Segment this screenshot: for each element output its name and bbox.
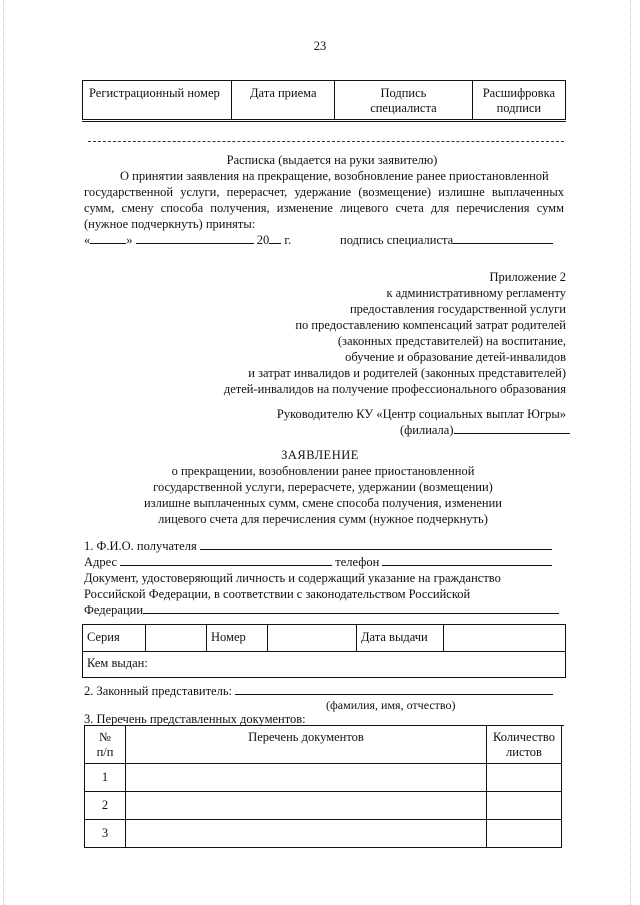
application-subtitle-3: излишне выплаченных сумм, смене способа получения, изменении	[143, 496, 503, 510]
representative-label: 2. Законный представитель:	[84, 684, 232, 698]
documents-table	[84, 725, 562, 848]
table-row	[85, 764, 562, 792]
number-label: Номер	[207, 625, 268, 652]
row-number: 3	[85, 820, 126, 848]
series-field[interactable]	[146, 625, 207, 652]
document-line-1: Документ, удостоверяющий личность и содержащий указание на гражданство	[84, 571, 501, 585]
appendix-line-6: обучение и образование детей-инвалидов	[345, 350, 566, 364]
addressee-line-1: Руководителю КУ «Центр социальных выплат Югры»	[276, 407, 566, 421]
table-row	[85, 820, 562, 848]
address-field[interactable]	[120, 554, 332, 566]
application-subtitle-2: государственной услуги, перерасчете, удержании (возмещении)	[153, 480, 493, 494]
document-name-cell[interactable]	[126, 764, 487, 792]
receipt-line-3: сумм, смену способа получения, изменение лицевого счета для перечисления сумм	[84, 201, 564, 215]
row-number: 1	[85, 764, 126, 792]
row-number: 2	[85, 792, 126, 820]
phone-field[interactable]	[382, 554, 552, 566]
appendix-line-1: Приложение 2	[489, 270, 566, 284]
application-subtitle-4: лицевого счета для перечисления сумм (нужное подчеркнуть)	[158, 512, 488, 526]
application-title: ЗАЯВЛЕНИЕ	[281, 448, 359, 462]
series-label: Серия	[83, 625, 146, 652]
scan-edge-left	[3, 0, 4, 905]
cut-line	[88, 141, 564, 142]
receipt-line-2: государственной услуги, перерасчет, удержание (возмещение) излишне выплаченных	[84, 185, 564, 199]
table-bottom-rule	[82, 121, 566, 122]
signature-decoding-header: Расшифровка подписи	[472, 81, 565, 120]
document-line-3: Федерации	[84, 602, 559, 618]
receipt-line-1: О принятии заявления на прекращение, возобновление ранее приостановленной	[120, 169, 549, 183]
representative-hint: (фамилия, имя, отчество)	[326, 698, 456, 712]
number-field[interactable]	[268, 625, 357, 652]
document-name-cell[interactable]	[126, 820, 487, 848]
appendix-line-4: по предоставлению компенсаций затрат родителей	[295, 318, 566, 332]
address-label: Адрес	[84, 555, 118, 569]
sheet-count-cell[interactable]	[487, 820, 562, 848]
phone-label: телефон	[335, 555, 380, 569]
registration-number-header: Регистрационный номер	[83, 81, 232, 120]
issued-by-label: Кем выдан:	[87, 656, 148, 670]
scan-edge-right	[630, 0, 631, 905]
id-document-table	[82, 624, 566, 678]
issue-date-label: Дата выдачи	[357, 625, 444, 652]
appendix-line-7: и затрат инвалидов и родителей (законных представителей)	[248, 366, 566, 380]
receipt-date-line: « » 20 г.	[84, 233, 292, 247]
citizenship-field[interactable]	[143, 602, 559, 614]
col-num-header: № п/п	[85, 726, 126, 764]
fio-row	[84, 538, 552, 554]
receipt-line-4: (нужное подчеркнуть) приняты:	[84, 217, 256, 231]
table-row	[85, 792, 562, 820]
documents-label: 3. Перечень представленных документов:	[84, 712, 306, 726]
document-line-2: Российской Федерации, в соответствии с законодательством Российской	[84, 587, 471, 601]
receipt-title: Расписка (выдается на руки заявителю)	[226, 153, 438, 167]
representative-row	[84, 683, 553, 699]
address-row	[84, 554, 552, 570]
col-list-header: Перечень документов	[126, 726, 487, 764]
page-number: 23	[313, 39, 327, 53]
col-count-header: Количество листов	[487, 726, 562, 764]
specialist-signature-header: Подпись специалиста	[335, 81, 473, 120]
sheet-count-cell[interactable]	[487, 792, 562, 820]
issue-date-field[interactable]	[444, 625, 566, 652]
registration-table	[82, 80, 566, 120]
document-name-cell[interactable]	[126, 792, 487, 820]
fio-label: 1. Ф.И.О. получателя	[84, 539, 197, 553]
representative-field[interactable]	[235, 683, 553, 695]
receipt-signature-line: подпись специалиста	[340, 232, 553, 248]
sheet-count-cell[interactable]	[487, 764, 562, 792]
appendix-line-2: к административному регламенту	[386, 286, 566, 300]
appendix-line-8: детей-инвалидов на получение профессионального образования	[223, 382, 566, 396]
receipt-date-header: Дата приема	[232, 81, 335, 120]
issued-by-field[interactable]	[83, 652, 566, 678]
fio-field[interactable]	[200, 538, 552, 550]
appendix-line-5: (законных представителей) на воспитание,	[337, 334, 566, 348]
addressee-line-2: (филиала)	[400, 422, 570, 438]
appendix-line-3: предоставления государственной услуги	[349, 302, 566, 316]
application-subtitle-1: о прекращении, возобновлении ранее приостановленной	[171, 464, 475, 478]
